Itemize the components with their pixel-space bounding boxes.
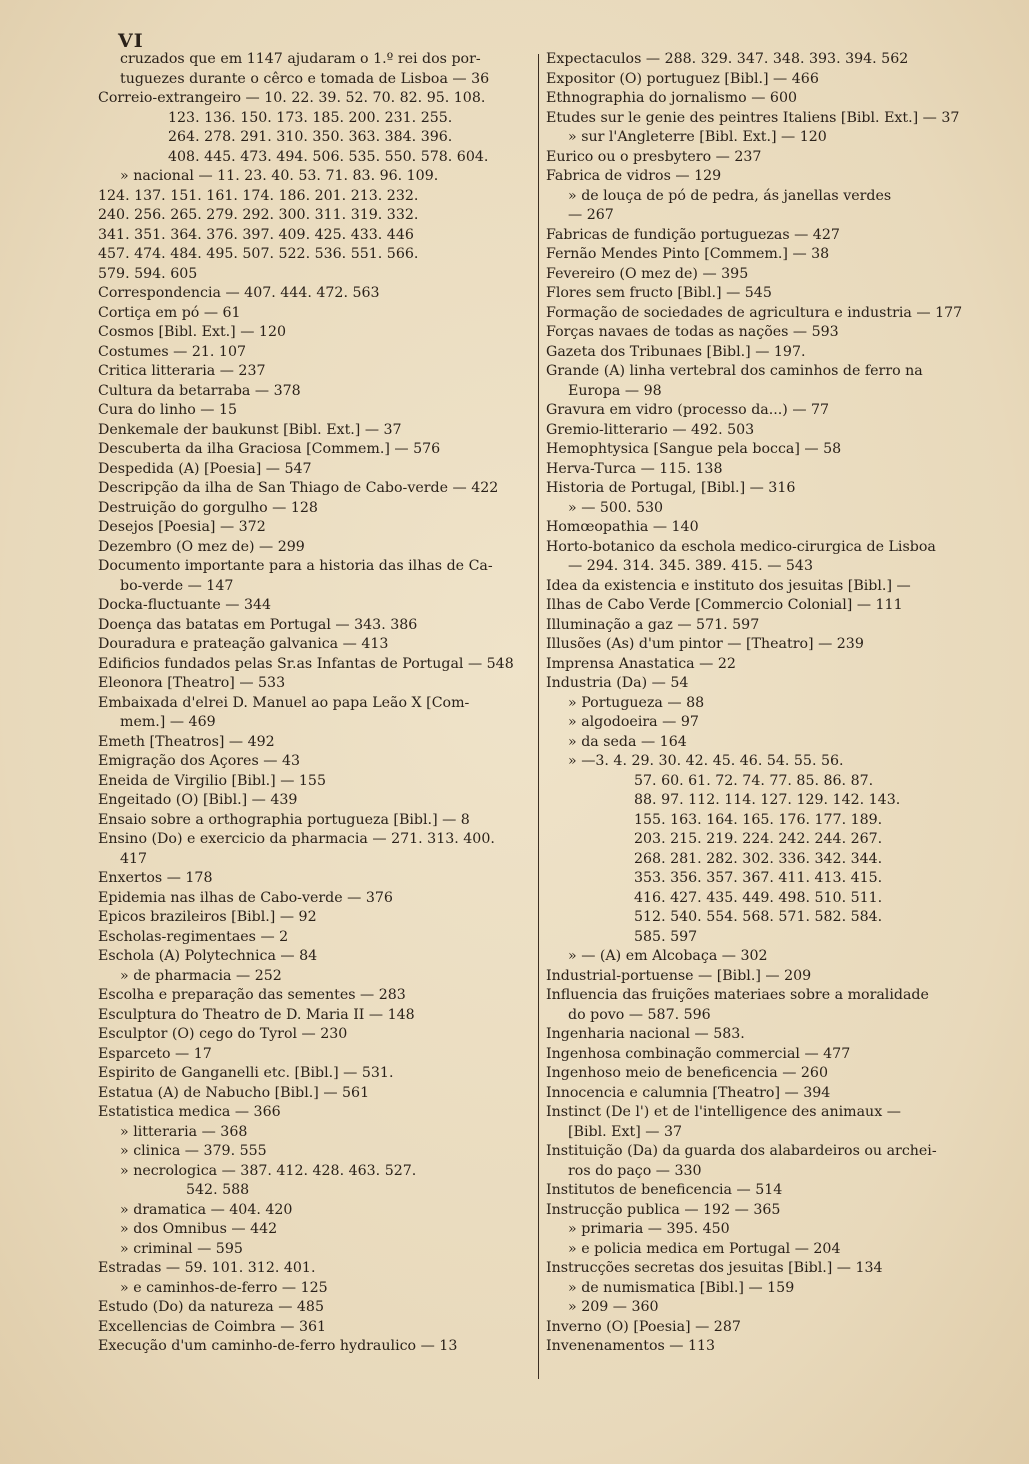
index-entry: Eleonora [Theatro] — 533 — [98, 675, 286, 691]
index-entry: [Bibl. Ext] — 37 — [568, 1123, 682, 1140]
index-entry: » e caminhos-de-ferro — 125 — [120, 1279, 328, 1296]
index-entry: » — 500. 530 — [568, 499, 664, 516]
index-entry: Industria (Da) — 54 — [546, 675, 689, 691]
index-entry: » Portugueza — 88 — [568, 694, 705, 711]
index-entry: Dezembro (O mez de) — 299 — [98, 538, 305, 555]
index-entry: Escolha e preparação das sementes — 283 — [98, 987, 406, 1003]
index-entry: Estatua (A) de Nabucho [Bibl.] — 561 — [98, 1084, 370, 1101]
index-entry: Emeth [Theatros] — 492 — [98, 733, 275, 750]
index-entry: » dramatica — 404. 420 — [120, 1201, 293, 1218]
index-entry: 124. 137. 151. 161. 174. 186. 201. 213. 232. — [98, 187, 419, 204]
index-entry: Grande (A) linha vertebral dos caminhos de ferro na — [546, 363, 923, 379]
index-entry: Edificios fundados pelas Sr.as Infantas de Portugal — 548 — [98, 655, 514, 672]
index-entry: Emigração dos Açores — 43 — [98, 753, 300, 769]
index-entry: 579. 594. 605 — [98, 265, 198, 282]
index-entry: bo-verde — 147 — [120, 577, 234, 594]
index-entry: Expositor (O) portuguez [Bibl.] — 466 — [546, 70, 819, 87]
index-entry: Estudo (Do) da natureza — 485 — [98, 1299, 324, 1315]
index-entry: 408. 445. 473. 494. 506. 535. 550. 578. 604. — [168, 148, 489, 165]
index-entry: Industrial-portuense — [Bibl.] — 209 — [546, 967, 812, 984]
index-entry: 88. 97. 112. 114. 127. 129. 142. 143. — [634, 792, 901, 808]
index-entry: 203. 215. 219. 224. 242. 244. 267. — [634, 831, 883, 847]
index-entry: » de louça de pó de pedra, ás janellas verdes — [568, 187, 892, 204]
index-entry: tuguezes durante o cêrco e tomada de Lisboa — 36 — [120, 70, 490, 87]
index-entry: cruzados que em 1147 ajudaram o 1.º rei dos por- — [120, 51, 481, 67]
index-entry: » 209 — 360 — [568, 1299, 659, 1315]
index-entry: » —3. 4. 29. 30. 42. 45. 46. 54. 55. 56. — [568, 753, 844, 769]
index-entry: Epidemia nas ilhas de Cabo-verde — 376 — [98, 889, 393, 906]
index-entry: Idea da existencia e instituto dos jesuitas [Bibl.] — — [546, 577, 911, 594]
index-entry: 417 — [120, 850, 148, 867]
index-entry: Innocencia e calumnia [Theatro] — 394 — [546, 1084, 831, 1101]
index-entry: Correspondencia — 407. 444. 472. 563 — [98, 285, 380, 301]
index-entry: Excellencias de Coimbra — 361 — [98, 1318, 327, 1335]
index-entry: Enxertos — 178 — [98, 870, 213, 886]
index-entry: » sur l'Angleterre [Bibl. Ext.] — 120 — [568, 129, 827, 145]
index-entry: Despedida (A) [Poesia] — 547 — [98, 460, 312, 477]
index-entry: Eurico ou o presbytero — 237 — [546, 148, 762, 165]
index-entry: Flores sem fructo [Bibl.] — 545 — [546, 285, 772, 301]
index-entry: Desejos [Poesia] — 372 — [98, 519, 266, 535]
index-entry: Embaixada d'elrei D. Manuel ao papa Leão X [Com- — [98, 694, 470, 711]
index-entry: Invenenamentos — 113 — [546, 1338, 716, 1354]
index-entry: 155. 163. 164. 165. 176. 177. 189. — [634, 811, 883, 828]
index-entry: Hemophtysica [Sangue pela bocca] — 58 — [546, 441, 842, 457]
index-entry: Europa — 98 — [568, 382, 662, 399]
index-entry: Cosmos [Bibl. Ext.] — 120 — [98, 324, 286, 340]
index-entry: Ingenharia nacional — 583. — [546, 1026, 745, 1042]
index-entry: 268. 281. 282. 302. 336. 342. 344. — [634, 850, 883, 867]
index-entry: » primaria — 395. 450 — [568, 1221, 730, 1237]
index-entry: Espirito de Ganganelli etc. [Bibl.] — 531. — [98, 1065, 394, 1081]
index-entry: » da seda — 164 — [568, 733, 687, 750]
index-entry: Destruição do gorgulho — 128 — [98, 499, 318, 516]
index-entry: Descuberta da ilha Graciosa [Commem.] — 576 — [98, 441, 441, 457]
index-entry: Descripção da ilha de San Thiago de Cabo-verde — 422 — [98, 480, 499, 496]
index-entry: Imprensa Anastatica — 22 — [546, 655, 736, 672]
index-entry: Ingenhosa combinação commercial — 477 — [546, 1045, 851, 1062]
index-entry: 123. 136. 150. 173. 185. 200. 231. 255. — [168, 109, 453, 126]
index-entry: » e policia medica em Portugal — 204 — [568, 1240, 841, 1257]
index-entry: Execução d'um caminho-de-ferro hydraulico — 13 — [98, 1338, 458, 1354]
index-entry: Docka-fluctuante — 344 — [98, 597, 272, 613]
index-entry: Homœopathia — 140 — [546, 519, 699, 535]
index-entry: Ensino (Do) e exercicio da pharmacia — 271. 313. 400. — [98, 831, 495, 847]
index-entry: Ilhas de Cabo Verde [Commercio Colonial] — 111 — [546, 597, 903, 613]
index-entry: Denkemale der baukunst [Bibl. Ext.] — 37 — [98, 421, 402, 438]
index-entry: Eneida de Virgilio [Bibl.] — 155 — [98, 772, 326, 789]
index-entry: Horto-botanico da eschola medico-cirurgica de Lisboa — [546, 538, 936, 555]
index-entry: Inverno (O) [Poesia] — 287 — [546, 1318, 741, 1335]
index-entry: Engeitado (O) [Bibl.] — 439 — [98, 792, 298, 808]
index-entry: Doença das batatas em Portugal — 343. 386 — [98, 616, 418, 633]
index-entry: 353. 356. 357. 367. 411. 413. 415. — [634, 870, 883, 886]
index-entry: Illusões (As) d'um pintor — [Theatro] — 239 — [546, 636, 864, 652]
index-entry: Fernão Mendes Pinto [Commem.] — 38 — [546, 246, 830, 262]
index-entry: » — (A) em Alcobaça — 302 — [568, 948, 768, 964]
index-entry: Gravura em vidro (processo da...) — 77 — [546, 402, 830, 418]
index-entry: Herva-Turca — 115. 138 — [546, 460, 723, 477]
index-entry: Costumes — 21. 107 — [98, 343, 247, 360]
index-entry: » clinica — 379. 555 — [120, 1143, 267, 1159]
index-entry: Historia de Portugal, [Bibl.] — 316 — [546, 480, 796, 496]
index-entry: Douradura e prateação galvanica — 413 — [98, 636, 389, 652]
index-entry: Ingenhoso meio de beneficencia — 260 — [546, 1065, 828, 1081]
index-entry: 416. 427. 435. 449. 498. 510. 511. — [634, 889, 883, 906]
index-entry: ros do paço — 330 — [568, 1162, 702, 1179]
index-entry: do povo — 587. 596 — [568, 1006, 711, 1023]
index-entry: Esparceto — 17 — [98, 1045, 212, 1062]
index-entry: Esculptor (O) cego do Tyrol — 230 — [98, 1026, 348, 1042]
index-entry: Escholas-regimentaes — 2 — [98, 928, 289, 945]
index-entry: Correio-extrangeiro — 10. 22. 39. 52. 70. 82. 95. 108. — [98, 90, 486, 106]
index-entry: 57. 60. 61. 72. 74. 77. 85. 86. 87. — [634, 772, 874, 789]
index-entry: Ethnographia do jornalismo — 600 — [546, 90, 798, 106]
index-entry: 585. 597 — [634, 928, 698, 945]
index-entry: Formação de sociedades de agricultura e industria — 177 — [546, 304, 963, 321]
index-entry: Institutos de beneficencia — 514 — [546, 1182, 783, 1198]
index-entry: Ensaio sobre a orthographia portugueza [Bibl.] — 8 — [98, 811, 470, 828]
index-entry: Epicos brazileiros [Bibl.] — 92 — [98, 909, 317, 925]
index-entry: — 294. 314. 345. 389. 415. — 543 — [568, 558, 813, 574]
index-entry: Cultura da betarraba — 378 — [98, 382, 301, 399]
index-entry: 341. 351. 364. 376. 397. 409. 425. 433. 446 — [98, 226, 414, 243]
index-entry: 240. 256. 265. 279. 292. 300. 311. 319. 332. — [98, 207, 419, 223]
index-entry: Cura do linho — 15 — [98, 402, 238, 418]
index-entry: » de pharmacia — 252 — [120, 967, 282, 984]
index-entry: Fabricas de fundição portuguezas — 427 — [546, 226, 840, 243]
index-entry: » criminal — 595 — [120, 1240, 243, 1257]
index-entry: Etudes sur le genie des peintres Italiens [Bibl. Ext.] — 37 — [546, 109, 960, 126]
index-entry: Instituição (Da) da guarda dos alabardeiros ou archei- — [546, 1143, 937, 1159]
index-entry: » algodoeira — 97 — [568, 714, 699, 730]
index-entry: 264. 278. 291. 310. 350. 363. 384. 396. — [168, 129, 453, 145]
index-entry: » dos Omnibus — 442 — [120, 1221, 278, 1237]
index-entry: Influencia das fruições materiaes sobre a moralidade — [546, 987, 929, 1003]
index-entry: Eschola (A) Polytechnica — 84 — [98, 948, 318, 964]
index-entry: » de numismatica [Bibl.] — 159 — [568, 1279, 795, 1296]
index-entry: Instrucções secretas dos jesuitas [Bibl.] — 134 — [546, 1260, 883, 1276]
index-entry: — 267 — [568, 207, 614, 223]
index-entry: Esculptura do Theatro de D. Maria II — 148 — [98, 1006, 415, 1023]
page-number: VI — [118, 30, 144, 52]
index-entry: Critica litteraria — 237 — [98, 363, 266, 379]
index-entry: » nacional — 11. 23. 40. 53. 71. 83. 96. 109. — [120, 168, 439, 184]
index-entry: Forças navaes de todas as nações — 593 — [546, 324, 839, 340]
index-entry: Instinct (De l') et de l'intelligence des animaux — — [546, 1104, 901, 1120]
index-entry: mem.] — 469 — [120, 714, 216, 730]
index-entry: Estradas — 59. 101. 312. 401. — [98, 1260, 316, 1276]
index-entry: Cortiça em pó — 61 — [98, 304, 241, 321]
index-entry: Expectaculos — 288. 329. 347. 348. 393. 394. 562 — [546, 51, 909, 67]
index-entry: 542. 588 — [186, 1182, 250, 1198]
index-entry: » necrologica — 387. 412. 428. 463. 527. — [120, 1162, 417, 1179]
index-entry: Gremio-litterario — 492. 503 — [546, 421, 755, 438]
index-entry: Fabrica de vidros — 129 — [546, 168, 722, 184]
index-entry: Instrucção publica — 192 — 365 — [546, 1201, 781, 1218]
index-entry: Gazeta dos Tribunaes [Bibl.] — 197. — [546, 343, 806, 360]
column-divider — [538, 54, 539, 1379]
index-column-left — [98, 50, 534, 1357]
index-entry: Estatistica medica — 366 — [98, 1104, 281, 1120]
index-column-right — [546, 50, 986, 1357]
index-entry: Fevereiro (O mez de) — 395 — [546, 265, 749, 282]
index-entry: Illuminação a gaz — 571. 597 — [546, 616, 760, 633]
index-entry: 512. 540. 554. 568. 571. 582. 584. — [634, 909, 883, 925]
index-entry: 457. 474. 484. 495. 507. 522. 536. 551. 566. — [98, 246, 419, 262]
index-entry: Documento importante para a historia das ilhas de Ca- — [98, 558, 493, 574]
index-entry: » litteraria — 368 — [120, 1123, 248, 1140]
